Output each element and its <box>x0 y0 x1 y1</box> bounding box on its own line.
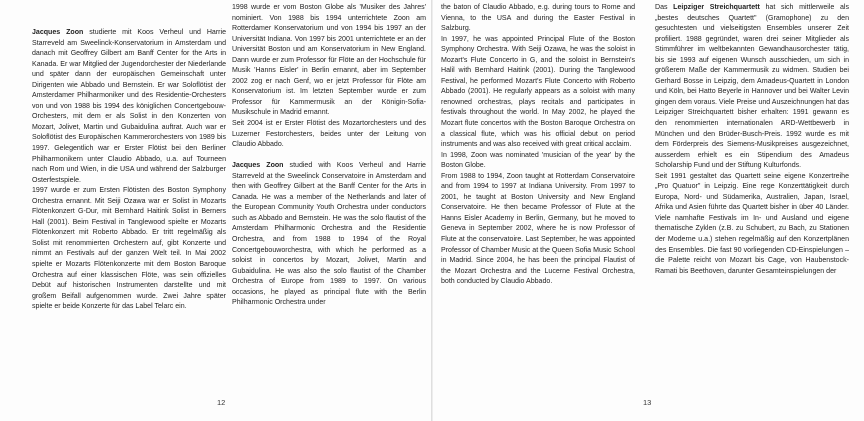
right-page-column-2 <box>655 3 849 363</box>
bio-de-paragraph-3: 1998 wurde er vom Boston Globe als 'Musiker des Jahres' nominiert. Von 1988 bis 1994 unterrichtete Zoon am Rotterdamer Konservatorium und von 1994 bis 1997 an der Universität Indiana. Von 1997 bis 2001 unterrichtete er an der Universität Boston und am Konservatorium in New England. Dann wurde er zum Professor für Flöte an der Hochschule für Musik 'Hanns Eisler' in Berlin ernannt, aber im September 2002 zog er nach Genf, wo er jetzt Professor für Flöte am Konservatorium ist. Im letzten September wurde er zum Professor für Kammermusik an der Königin-Sofia-Musikschule in Madrid ernannt. <box>232 4 426 117</box>
bio-en-paragraph-4: In 1998, Zoon was nominated 'musician of the year' by the Boston Globe. <box>441 151 635 170</box>
quartet-de-lead: Leipziger Streichquartett <box>673 4 760 11</box>
left-page-column-2 <box>232 3 426 353</box>
quartet-de-paragraph-2: Seit 1991 gestaltet das Quartett seine eigene Konzertreihe „Pro Quatuor" in Leipzig. Eine rege Konzerttätigkeit durch Europa, Nord- und Südamerika, Australien, Japan, Israel, Afrika und Asien führte das Quartett bisher in über 40 Länder. Viele namhafte Festivals im In- und Ausland und eigene thematische Zyklen (z.B. zu Schubert, zu Bach, zu Stationen der Moderne u.a.) stehen regelmäßig auf den Konzertplänen des Ensembles. Die fast 90 vorliegenden CD-Einspielungen – die Palette reicht von Mozart bis Cage, von Haubenstock-Ramati bis Beethoven, darunter Gesamteinspielungen der <box>655 172 849 275</box>
quartet-de-paragraph-1 <box>655 3 849 172</box>
page-fold <box>431 0 433 421</box>
page-number-right: 13 <box>643 398 652 407</box>
bio-en-lead: Jacques Zoon <box>232 162 284 170</box>
bio-de-paragraph-4: Seit 2004 ist er Erster Flötist des Mozartorchesters und des Luzerner Festorchesters, beides unter der Leitung von Claudio Abbado. <box>232 120 426 149</box>
bio-de-paragraph-2: 1997 wurde er zum Ersten Flötisten des Boston Symphony Orchestra ernannt. Mit Seiji Ozawa war er Solist in Mozarts Flötenkonzert G-Dur, mit Bernhard Haitink Solist in Berners Hall (2001). Beim Festival in Tanglewood spielte er Mozarts Flötenkonzert mit Roberto Abbado. Er tritt regelmäßig als Solist mit renommierten Orchestern auf, gibt Konzerte und nimmt an Festivals auf der ganzen Welt teil. In Mai 2002 spielte er Mozarts Flötenkonzerte mit dem Boston Baroque Orchestra auf einer klassischen Flöte, was sein offizielles Debüt auf historischen Instrumenten darstellte und mit großem Beifall aufgenommen wurde. Zwei Jahre später spielte er beide Konzerte für das Label Telarc ein. <box>32 187 226 311</box>
left-page-column-1 <box>32 28 226 388</box>
quartet-de-text-0: Das <box>655 4 674 11</box>
quartet-de-text-1: hat sich mittlerweile als „bestes deutsches Quartett" (Gramophone) zu den gesuchtesten und vielseitigsten Ensembles unserer Zeit profiliert. 1988 gegründet, waren drei seiner Mitglieder als Stimmführer im weltbekannten Gewandhausorchester tätig, bis sie 1993 auf eigenen Wunsch ausschieden, um sich in größerem Maße der Kammermusik zu widmen. Studien bei Gerhard Bosse in Leipzig, dem Amadeus-Quartett in London und Köln, bei Hatto Beyerle in Hannover und bei Walter Levin gingen dem voraus. Viele Preise und Auszeichnungen hat das Leipziger Streichquartett bisher erhalten: 1991 gewann es den renommierten internationalen ARD-Wettbewerb in München und den Brüder-Busch-Preis. 1992 wurde es mit dem Förderpreis des Siemens-Musikpreises ausgezeichnet, ausserdem erhielt es ein Stipendium des Amadeus Scholarship Fund und der Stiftung Kulturfonds. <box>655 4 849 170</box>
bio-en-paragraph-1 <box>232 161 426 309</box>
bio-de-paragraph-1 <box>32 28 226 186</box>
page-number-left: 12 <box>217 398 226 407</box>
bio-en-paragraph-5: From 1988 to 1994, Zoon taught at Rotterdam Conservatoire and from 1994 to 1997 at Indiana University. From 1997 to 2001, he taught at Boston University and New England Conservatoire. He then became Professor of Flute at the Hanns Eisler Academy in Berlin, Germany, but he moved to Geneva in September 2002, where he is now Professor of Flute at the conservatoire. Last September, he was appointed Professor of Chamber Music at the Queen Sofia Music School in Madrid. Since 2004, he has been the principal Flautist of the Mozart Orchestra and the Lucerne Festival Orchestra, both conducted by Claudio Abbado. <box>441 172 635 286</box>
right-page-column-1 <box>441 3 635 353</box>
bio-de-lead: Jacques Zoon <box>32 29 84 36</box>
bio-en-paragraph-3: In 1997, he was appointed Principal Flute of the Boston Symphony Orchestra. With Seiji Ozawa, he was the soloist in Mozart's Flute Concerto in G, and the soloist in Bernstein's Halil with Bernhard Haitink (2001). During the Tanglewood Festival, he performed Mozart's Flute Concerto with Roberto Abbado (2001). He regularly appears as a soloist with many renowned orchestras, plays recitals and participates in festivals throughout the world. In May 2002, he played the Mozart flute concertos with the Boston Baroque Orchestra on a classical flute, which was his official debut on period instruments and was also received with great critical acclaim. <box>441 35 635 149</box>
bio-en-text-1: studied with Koos Verheul and Harrie Starreveld at the Sweelinck Conservatoire in Amsterdam and then with Geoffrey Gilbert at the Banff Center for the Arts in Canada. He was a member of the Netherlands and later of the European Community Youth Orchestra under conductors such as Abbado and Bernstein. He was the solo flautist of the Amsterdam Philharmonic Orchestra and the Residentie Orchestra, and from 1988 to 1994 of the Royal Concertgebouworchestra, with which he performed as a soloist in concertos by Mozart, Jolivet, Martin and Gubaidulina. He was also the solo flautist of the Chamber Orchestra of Europe from 1989 to 1997. On various occasions, he played as principal flute with the Berlin Philharmonic Orchestra under <box>232 162 426 307</box>
bio-en-paragraph-2: the baton of Claudio Abbado, e.g. during tours to Rome and Vienna, to the USA and during the Easter Festival in Salzburg. <box>441 4 635 33</box>
bio-de-text-1: studierte mit Koos Verheul und Harrie Starreveld am Sweelinck-Konservatorium in Amsterdam und danach mit Geoffrey Gilbert am Banff Center for the Arts in Kanada. Er war Mitglied der Jugendorchester der Niederlande und später dann der europäischen Gemeinschaft unter Dirigenten wie Abbado und Bernstein. Er war Soloflötist der Amsterdamer Philharmoniker und des Residentie-Orchesters von und von 1988 bis 1994 des königlichen Concertgebouw-Orchesters, mit dem er als Solist in den Konzerten von Mozart, Jolivet, Martin und Gubaidulina auftrat. Auch war er Soloflötist des Europäischen Kammerorchesters von 1989 bis 1997. Gelegentlich war er Erster Flötist bei den Berliner Philharmonikern unter Claudio Abbado, u.a. auf Tourneen nach Rom und Wien, in die USA und während der Salzburger Osterfestspiele. <box>32 29 226 184</box>
